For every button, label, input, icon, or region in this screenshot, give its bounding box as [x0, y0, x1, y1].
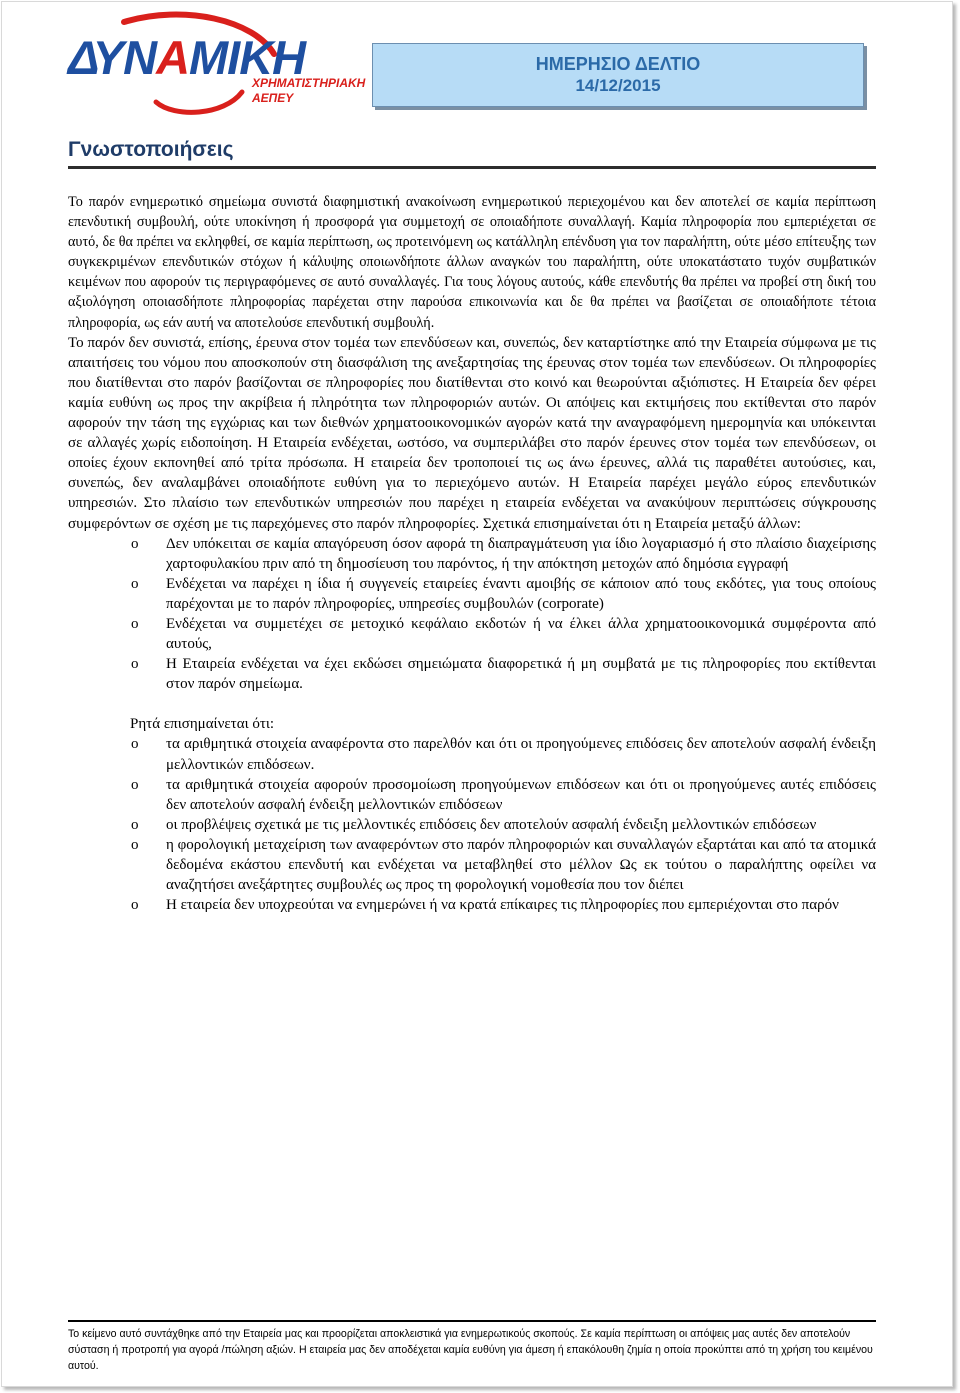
bullet-icon: o: [131, 736, 139, 753]
logo-wordmark: [68, 31, 306, 84]
disclaimer-paragraph: [68, 192, 876, 333]
explicit-notes-list: [68, 734, 876, 915]
list-item: [68, 835, 876, 895]
list-item-text: Δεν υπόκειται σε καμία απαγόρευση όσον αφορά τη διαπραγμάτευση για ίδιο λογαριασμό ή στο πλαίσιο διαχείρισης χαρτοφυλακίου πριν από τη δημοσίευση του παρόντος, ή την απόκτηση μετοχών από δημόσια εγγραφή: [166, 535, 876, 572]
disclaimer-intro: Το παρόν ενημερωτικό σημείωμα συνιστά διαφημιστική ανακοίνωση ενημερωτικού περιεχομένου και δεν αποτελεί σε καμία περίπτωση επενδυτική συμβουλή, ούτε υποκίνηση ή προσφορά για συμμετοχή σε οποιαδήποτε συναλλαγή.: [68, 194, 876, 231]
bulletin-title: ΗΜΕΡΗΣΙΟ ΔΕΛΤΙΟ: [535, 54, 701, 74]
footer-disclaimer: Το κείμενο αυτό συντάχθηκε από την Εταιρεία μας και προορίζεται αποκλειστικά για ενημερωτικούς σκοπούς. Σε καμία περίπτωση οι απόψεις μας αυτές δεν αποτελούν σύσταση ή προτροπή για αγορά /πώληση αξιών. Η εταιρεία μας δεν αποδέχεται καμία ευθύνη για άμεση ή επακόλουθη ζημία η οποία προκύπτει από τη χρήση του κειμένου αυτού.: [68, 1328, 873, 1372]
list-item-text: τα αριθμητικά στοιχεία αναφέροντα στο παρελθόν και ότι οι προηγούμενες επιδόσεις δεν αποτελούν ασφαλή ένδειξη μελλοντικών επιδόσεων.: [166, 736, 876, 773]
explicit-note-lead: Ρητά επισημαίνεται ότι:: [130, 716, 275, 733]
list-item-text: Ενδέχεται να παρέχει η ίδια ή συγγενείς εταιρείες έναντι αμοιβής σε κάποιον από τους εκδότες, για τους οποίους παρέχονται με το παρόν πληροφορίες, υπηρεσίες συμβουλών (corporate): [166, 575, 876, 612]
logo-subtitle: [252, 76, 365, 106]
logo-word-accent: Α: [156, 31, 190, 84]
bullet-icon: o: [131, 897, 139, 914]
list-item: [68, 895, 876, 915]
list-item-text: Η Εταιρεία ενδέχεται να έχει εκδώσει σημειώματα διαφορετικά ή μη συμβατά με τις πληροφορίες που εκτίθενται στον παρόν σημείωμα.: [166, 656, 876, 693]
list-item: [68, 654, 876, 694]
logo-sub-line1: ΧΡΗΜΑΤΙΣΤΗΡΙΑΚΗ: [252, 76, 366, 90]
list-item-text: η φορολογική μεταχείριση των αναφερόντων στο παρόν πληροφοριών και συναλλαγών εξαρτάται και από τα ατομικά δεδομένα εκάστου επενδυτή και ενδέχεται να μεταβληθεί στο μέλλον Ως εκ τούτου ο παραλήπτης οφείλει να αναζητήσει ανεξάρτητες συμβουλές ως προς τη φορολογική νομοθεσία που τον διέπει: [166, 836, 876, 894]
disclaimer-p1: Καμία πληροφορία που εμπεριέχεται σε αυτό, δε θα πρέπει να εκληφθεί, σε καμία περίπτωση, ως προτεινόμενη ως κατάλληλη επένδυση για τον παραλήπτη, ούτε μέσο επίτευξης των συγκεκριμένων επενδυτικών στόχων ή κάλυψης οποιωνδήποτε άλλων αναγκών του παραλήπτη, ούτε υποκατάστατο τυχόν συμβατικών κειμένων που αφορούν τις περιγραφόμενες σε αυτό συναλλαγές.: [68, 214, 877, 291]
bullet-icon: o: [131, 575, 139, 592]
company-logo: [64, 10, 364, 118]
bullet-icon: o: [131, 615, 139, 632]
list-item-text: οι προβλέψεις σχετικά με τις μελλοντικές επιδόσεις δεν αποτελούν ασφαλή ένδειξη μελλοντικών επιδόσεων: [166, 816, 817, 833]
bullet-icon: o: [131, 836, 139, 853]
bullet-icon: o: [131, 535, 139, 552]
list-item-text: τα αριθμητικά στοιχεία αφορούν προσομοίωση προηγούμενων επιδόσεων και ότι οι προηγούμενες αυτές επιδόσεις δεν αποτελούν ασφαλή ένδειξη μελλοντικών επιδόσεων: [166, 776, 876, 813]
bulletin-date: 14/12/2015: [575, 76, 661, 95]
list-item: [68, 574, 876, 614]
list-item: [68, 534, 876, 574]
list-item-text: Ενδέχεται να συμμετέχει σε μετοχικό κεφάλαιο εκδοτών ή να έλκει άλλα χρηματοοικονομικά συμφέροντα από αυτούς,: [166, 615, 876, 653]
disclaimer-p2: Για τους λόγους αυτούς, κάθε επενδυτής θα πρέπει να προβεί στη δική του αξιολόγηση οποιασδήποτε πληροφορίας παρέχεται στην παρούσα επικοινωνία και δε θα πρέπει να βασίζεται σε οποιαδήποτε τέτοια πληροφορία, ως εάν αυτή να αποτελούσε επενδυτική συμβουλή.: [68, 274, 876, 331]
list-item: [68, 734, 876, 774]
list-item: [68, 775, 876, 815]
logo-word-part1: ΔΥΝ: [68, 31, 157, 84]
list-item-text: Η εταιρεία δεν υποχρεούται να ενημερώνει ή να κρατά επίκαιρες τις πληροφορίες που εμπεριέχονται στο παρόν: [166, 897, 839, 914]
logo-word-part2: ΜΙΚΗ: [189, 31, 306, 84]
bullet-icon: o: [131, 776, 139, 793]
list-item: [68, 815, 876, 835]
page: [1, 1, 953, 1387]
section-title: Γνωστοποιήσεις: [68, 138, 876, 169]
disclaimer-p3: Το παρόν δεν συνιστά, επίσης, έρευνα στον τομέα των επενδύσεων και, συνεπώς, δεν καταρτίστηκε από την Εταιρεία σύμφωνα με τις απαιτήσεις του νόμου που αποσκοπούν στη διασφάλιση της ανεξαρτησίας της έρευνας στον τομέα των επενδύσεων. Οι πληροφορίες που διατίθενται στο παρόν βασίζονται σε πληροφορίες που διατίθενται στο κοινό και θεωρούνται αξιόπιστες. Η Εταιρεία δεν φέρει καμία ευθύνη ως προς την ακρίβεια ή πληρότητα των πληροφοριών αυτών. Οι απόψεις και εκτιμήσεις που εκτίθενται στο παρόν αφορούν την τάση της εγχώριας και των διεθνών χρηματοοικονομικών αγορών κατά την αναγραφόμενη ημερομηνία και υπόκεινται σε αλλαγές χωρίς ειδοποίηση. Η Εταιρεία ενδέχεται, ωστόσο, να συμπεριλάβει στο παρόν έρευνες στον τομέα των επενδύσεων, οι οποίες έχουν εκπονηθεί από τρίτα πρόσωπα. Η εταιρεία δεν τροποποιεί τις ως άνω έρευνες, αλλά τις παραθέτει αυτούσιες, και, συνεπώς, δεν αναλαμβάνει οποιαδήποτε ευθύνη για το περιεχόμενο αυτών. Η Εταιρεία παρέχει μεγάλο εύρος επενδυτικών υπηρεσιών. Στο πλαίσιο των επενδυτικών υπηρεσιών που παρέχει η εταιρεία ενδέχεται να ανακύψουν περιπτώσεις σύγκρουσης συμφερόντων σε σχέση με τις παρεχόμενες στο παρόν πληροφορίες. Σχετικά επισημαίνεται ότι η Εταιρεία μεταξύ άλλων:: [68, 334, 876, 532]
footer-divider: [68, 1320, 876, 1322]
bullet-icon: o: [131, 656, 139, 673]
conflicts-list: [68, 534, 876, 695]
bullet-icon: o: [131, 816, 139, 833]
bulletin-header-box: [372, 43, 864, 107]
list-item: [68, 614, 876, 654]
logo-sub-line2: ΑΕΠΕΥ: [252, 91, 294, 105]
disclaimer-body: [68, 192, 876, 915]
